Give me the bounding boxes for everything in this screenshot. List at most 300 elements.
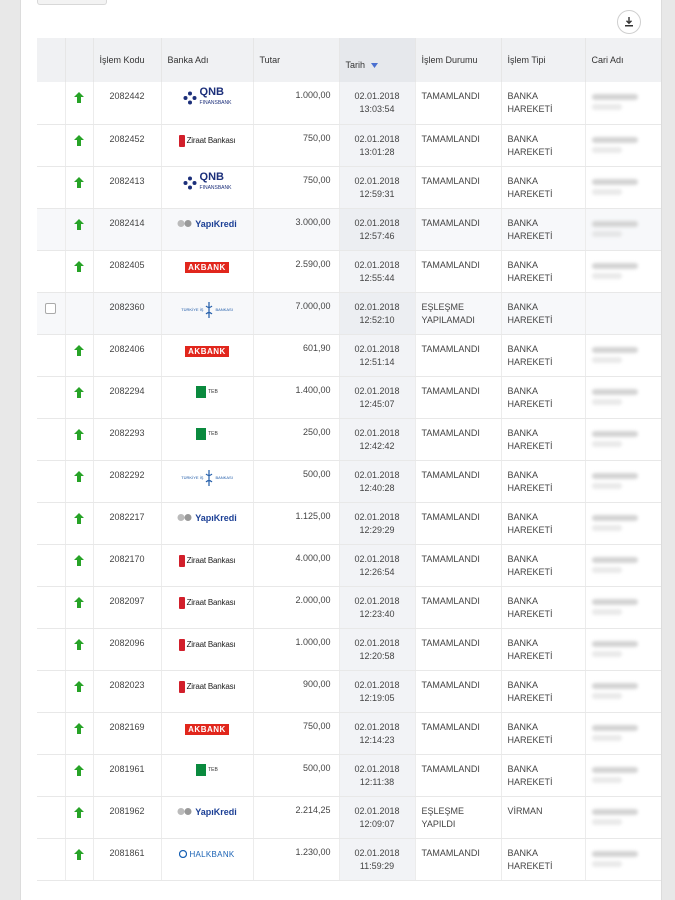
row-icon-cell bbox=[65, 502, 93, 544]
status-line-1: EŞLEŞME bbox=[421, 805, 465, 816]
blurred-cari-name bbox=[592, 137, 638, 143]
type-line-1: BANKA bbox=[507, 553, 539, 564]
tutar-cell: 7.000,00 bbox=[253, 292, 339, 334]
blurred-cari-name bbox=[592, 725, 638, 731]
blurred-cari-name bbox=[592, 515, 638, 521]
row-icon-cell bbox=[65, 754, 93, 796]
tutar-cell: 250,00 bbox=[253, 418, 339, 460]
cari-adi-cell bbox=[585, 376, 661, 418]
cari-adi-cell bbox=[585, 796, 661, 838]
banka-adi-cell bbox=[161, 166, 253, 208]
tarih-date: 02.01.2018 bbox=[354, 595, 400, 606]
tarih-time: 13:03:54 bbox=[359, 104, 395, 114]
tarih-time: 12:52:10 bbox=[359, 314, 395, 325]
header-islem-durumu[interactable]: İşlem Durumu bbox=[415, 38, 501, 82]
blurred-cari-name bbox=[592, 851, 638, 857]
cari-adi-cell bbox=[585, 586, 661, 628]
blurred-cari-name-2 bbox=[592, 777, 622, 783]
tarih-date: 02.01.2018 bbox=[354, 763, 400, 774]
tarih-cell bbox=[339, 292, 415, 334]
akbank-logo: AKBANK bbox=[185, 724, 229, 735]
islem-tipi-cell bbox=[501, 586, 585, 628]
blurred-cari-name-2 bbox=[592, 567, 622, 573]
islem-durumu-cell bbox=[415, 208, 501, 250]
type-line-2: HAREKETİ bbox=[507, 230, 553, 241]
akbank-logo: AKBANK bbox=[185, 262, 229, 273]
blurred-cari-name bbox=[592, 221, 638, 227]
table-row[interactable] bbox=[37, 670, 661, 712]
header-islem-kodu[interactable]: İşlem Kodu bbox=[93, 38, 161, 82]
row-icon-cell bbox=[65, 586, 93, 628]
islem-tipi-cell bbox=[501, 460, 585, 502]
qnb-logo: QNB FINANSBANK bbox=[183, 88, 232, 108]
row-icon-cell bbox=[65, 166, 93, 208]
islem-durumu-cell bbox=[415, 838, 501, 880]
type-line-2: HAREKETİ bbox=[507, 314, 553, 325]
islem-kodu-link[interactable]: 2082405 bbox=[93, 250, 161, 292]
green-up-arrow-icon bbox=[74, 387, 84, 398]
green-up-arrow-icon bbox=[74, 345, 84, 356]
tarih-date: 02.01.2018 bbox=[354, 301, 400, 312]
tarih-time: 12:26:54 bbox=[359, 566, 395, 577]
cari-adi-cell bbox=[585, 82, 661, 124]
status-line-1: TAMAMLANDI bbox=[421, 217, 480, 228]
islem-kodu-link[interactable]: 2082294 bbox=[93, 376, 161, 418]
isbank-logo: TÜRKİYE İŞ BANKASI bbox=[181, 302, 233, 318]
tarih-time: 12:45:07 bbox=[359, 398, 395, 409]
row-icon-cell bbox=[65, 124, 93, 166]
tarih-date: 02.01.2018 bbox=[354, 679, 400, 690]
cari-adi-cell bbox=[585, 250, 661, 292]
tarih-cell bbox=[339, 628, 415, 670]
table-row[interactable] bbox=[37, 712, 661, 754]
type-line-1: BANKA bbox=[507, 721, 539, 732]
islem-kodu-link[interactable]: 2082292 bbox=[93, 460, 161, 502]
tarih-cell bbox=[339, 712, 415, 754]
islem-durumu-cell bbox=[415, 376, 501, 418]
yapikredi-logo: YapıKredi bbox=[177, 513, 237, 523]
table-row[interactable] bbox=[37, 754, 661, 796]
green-up-arrow-icon bbox=[74, 723, 84, 734]
type-line-2: HAREKETİ bbox=[507, 524, 553, 535]
cari-adi-cell bbox=[585, 712, 661, 754]
green-up-arrow-icon bbox=[74, 681, 84, 692]
islem-kodu-link[interactable]: 2082413 bbox=[93, 166, 161, 208]
table-row[interactable] bbox=[37, 82, 661, 124]
type-line-2: HAREKETİ bbox=[507, 440, 553, 451]
tutar-cell: 1.230,00 bbox=[253, 838, 339, 880]
tarih-date: 02.01.2018 bbox=[354, 259, 400, 270]
tarih-date: 02.01.2018 bbox=[354, 91, 400, 101]
tutar-cell: 1.400,00 bbox=[253, 376, 339, 418]
table-row[interactable] bbox=[37, 124, 661, 166]
tarih-cell bbox=[339, 82, 415, 124]
row-icon-cell bbox=[65, 628, 93, 670]
row-icon-cell bbox=[65, 670, 93, 712]
status-line-1: TAMAMLANDI bbox=[421, 763, 480, 774]
blurred-cari-name-2 bbox=[592, 609, 622, 615]
ziraat-logo: Ziraat Bankası bbox=[179, 597, 236, 609]
islem-tipi-cell bbox=[501, 628, 585, 670]
green-up-arrow-icon bbox=[74, 849, 84, 860]
type-line-1: BANKA bbox=[507, 595, 539, 606]
tarih-date: 02.01.2018 bbox=[354, 847, 400, 858]
green-up-arrow-icon bbox=[74, 555, 84, 566]
teb-logo: TEB bbox=[196, 386, 218, 398]
type-line-1: BANKA bbox=[507, 427, 539, 438]
blurred-cari-name bbox=[592, 347, 638, 353]
islem-kodu-link[interactable]: 2082442 bbox=[93, 82, 161, 124]
tarih-cell bbox=[339, 838, 415, 880]
blurred-cari-name-2 bbox=[592, 357, 622, 363]
ziraat-logo: Ziraat Bankası bbox=[179, 639, 236, 651]
table-row[interactable] bbox=[37, 586, 661, 628]
banka-adi-cell bbox=[161, 670, 253, 712]
islem-kodu-link[interactable]: 2082217 bbox=[93, 502, 161, 544]
islem-kodu-link[interactable]: 2082414 bbox=[93, 208, 161, 250]
table-row[interactable] bbox=[37, 796, 661, 838]
type-line-2: HAREKETİ bbox=[507, 188, 553, 199]
islem-kodu-link[interactable]: 2082360 bbox=[93, 292, 161, 334]
top-tab[interactable] bbox=[37, 0, 107, 5]
islem-durumu-cell bbox=[415, 250, 501, 292]
type-line-1: BANKA bbox=[507, 175, 539, 186]
status-line-1: TAMAMLANDI bbox=[421, 847, 480, 858]
islem-kodu-link[interactable]: 2082096 bbox=[93, 628, 161, 670]
status-line-1: TAMAMLANDI bbox=[421, 679, 480, 690]
type-line-1: BANKA bbox=[507, 385, 539, 396]
ziraat-logo: Ziraat Bankası bbox=[179, 555, 236, 567]
tarih-cell bbox=[339, 796, 415, 838]
green-up-arrow-icon bbox=[74, 765, 84, 776]
header-banka-adi[interactable]: Banka Adı bbox=[161, 38, 253, 82]
status-line-2: YAPILDI bbox=[421, 818, 456, 829]
tarih-cell bbox=[339, 460, 415, 502]
blurred-cari-name-2 bbox=[592, 189, 622, 195]
islem-kodu-link[interactable]: 2082023 bbox=[93, 670, 161, 712]
table-row[interactable] bbox=[37, 544, 661, 586]
banka-adi-cell bbox=[161, 796, 253, 838]
tarih-cell bbox=[339, 334, 415, 376]
teb-logo: TEB bbox=[196, 764, 218, 776]
tutar-cell: 1.000,00 bbox=[253, 628, 339, 670]
green-up-arrow-icon bbox=[74, 471, 84, 482]
row-icon-cell bbox=[65, 460, 93, 502]
cari-adi-cell bbox=[585, 838, 661, 880]
tutar-cell: 500,00 bbox=[253, 460, 339, 502]
status-line-1: TAMAMLANDI bbox=[421, 637, 480, 648]
tarih-time: 12:59:31 bbox=[359, 188, 395, 199]
islem-durumu-cell bbox=[415, 712, 501, 754]
islem-durumu-cell bbox=[415, 586, 501, 628]
tarih-time: 12:11:38 bbox=[359, 776, 395, 787]
type-line-2: HAREKETİ bbox=[507, 734, 553, 745]
row-icon-cell bbox=[65, 334, 93, 376]
row-checkbox[interactable] bbox=[45, 303, 56, 314]
blurred-cari-name bbox=[592, 599, 638, 605]
blurred-cari-name bbox=[592, 431, 638, 437]
status-line-2: YAPILAMADI bbox=[421, 314, 475, 325]
islem-tipi-cell bbox=[501, 754, 585, 796]
tarih-date: 02.01.2018 bbox=[354, 217, 400, 228]
green-up-arrow-icon bbox=[74, 135, 84, 146]
qnb-logo: QNB FINANSBANK bbox=[183, 173, 232, 193]
islem-kodu-link[interactable]: 2082293 bbox=[93, 418, 161, 460]
blurred-cari-name-2 bbox=[592, 525, 622, 531]
type-line-2: HAREKETİ bbox=[507, 860, 553, 871]
row-select-cell bbox=[37, 670, 65, 712]
tarih-date: 02.01.2018 bbox=[354, 343, 400, 354]
islem-kodu-link[interactable]: 2081962 bbox=[93, 796, 161, 838]
header-tarih[interactable] bbox=[339, 38, 415, 82]
banka-adi-cell bbox=[161, 376, 253, 418]
green-up-arrow-icon bbox=[74, 219, 84, 230]
islem-kodu-link[interactable]: 2082169 bbox=[93, 712, 161, 754]
status-line-1: TAMAMLANDI bbox=[421, 469, 480, 480]
islem-tipi-cell bbox=[501, 418, 585, 460]
halkbank-logo: HALKBANK bbox=[179, 850, 234, 859]
cari-adi-cell bbox=[585, 460, 661, 502]
row-select-cell bbox=[37, 418, 65, 460]
type-line-2: HAREKETİ bbox=[507, 146, 553, 157]
islem-tipi-cell bbox=[501, 292, 585, 334]
type-line-2: HAREKETİ bbox=[507, 692, 553, 703]
type-line-2: HAREKETİ bbox=[507, 398, 553, 409]
header-cari-adi[interactable]: Cari Adı bbox=[585, 38, 661, 82]
type-line-1: BANKA bbox=[507, 133, 539, 144]
akbank-logo: AKBANK bbox=[185, 346, 229, 357]
status-line-1: TAMAMLANDI bbox=[421, 595, 480, 606]
tarih-cell bbox=[339, 670, 415, 712]
header-islem-tipi[interactable]: İşlem Tipi bbox=[501, 38, 585, 82]
banka-adi-cell bbox=[161, 334, 253, 376]
tarih-date: 02.01.2018 bbox=[354, 175, 400, 186]
table-row[interactable] bbox=[37, 460, 661, 502]
type-line-1: BANKA bbox=[507, 91, 539, 101]
blurred-cari-name-2 bbox=[592, 861, 622, 867]
islem-kodu-link[interactable]: 2082170 bbox=[93, 544, 161, 586]
row-select-cell bbox=[37, 712, 65, 754]
tarih-cell bbox=[339, 208, 415, 250]
type-line-2: HAREKETİ bbox=[507, 566, 553, 577]
tarih-time: 12:29:29 bbox=[359, 524, 395, 535]
table-row[interactable] bbox=[37, 418, 661, 460]
tutar-cell: 2.590,00 bbox=[253, 250, 339, 292]
tarih-time: 12:14:23 bbox=[359, 734, 395, 745]
type-line-1: BANKA bbox=[507, 217, 539, 228]
green-up-arrow-icon bbox=[74, 639, 84, 650]
banka-adi-cell bbox=[161, 292, 253, 334]
type-line-1: BANKA bbox=[507, 763, 539, 774]
islem-tipi-cell bbox=[501, 838, 585, 880]
tutar-cell: 500,00 bbox=[253, 754, 339, 796]
tarih-date: 02.01.2018 bbox=[354, 511, 400, 522]
table-row[interactable] bbox=[37, 334, 661, 376]
islem-durumu-cell bbox=[415, 628, 501, 670]
content-panel bbox=[20, 0, 662, 900]
islem-durumu-cell bbox=[415, 796, 501, 838]
table-row[interactable] bbox=[37, 166, 661, 208]
banka-adi-cell bbox=[161, 712, 253, 754]
tutar-cell: 3.000,00 bbox=[253, 208, 339, 250]
row-icon-cell bbox=[65, 376, 93, 418]
status-line-1: EŞLEŞME bbox=[421, 301, 465, 312]
tarih-date: 02.01.2018 bbox=[354, 427, 400, 438]
blurred-cari-name-2 bbox=[592, 441, 622, 447]
islem-tipi-cell bbox=[501, 124, 585, 166]
cari-adi-cell bbox=[585, 628, 661, 670]
tarih-time: 12:42:42 bbox=[359, 440, 395, 451]
islem-durumu-cell bbox=[415, 502, 501, 544]
banka-adi-cell bbox=[161, 544, 253, 586]
islem-tipi-cell bbox=[501, 712, 585, 754]
tutar-cell: 2.214,25 bbox=[253, 796, 339, 838]
status-line-1: TAMAMLANDI bbox=[421, 343, 480, 354]
row-icon-cell bbox=[65, 712, 93, 754]
type-line-2: HAREKETİ bbox=[507, 356, 553, 367]
cari-adi-cell bbox=[585, 166, 661, 208]
blurred-cari-name bbox=[592, 473, 638, 479]
tarih-time: 13:01:28 bbox=[359, 146, 395, 157]
blurred-cari-name bbox=[592, 263, 638, 269]
tarih-date: 02.01.2018 bbox=[354, 637, 400, 648]
tarih-time: 12:57:46 bbox=[359, 230, 395, 241]
row-icon-cell bbox=[65, 838, 93, 880]
blurred-cari-name-2 bbox=[592, 104, 622, 110]
type-line-2: HAREKETİ bbox=[507, 272, 553, 283]
islem-kodu-link[interactable]: 2081961 bbox=[93, 754, 161, 796]
blurred-cari-name-2 bbox=[592, 693, 622, 699]
download-icon bbox=[623, 16, 635, 28]
green-up-arrow-icon bbox=[74, 177, 84, 188]
islem-tipi-cell bbox=[501, 82, 585, 124]
blurred-cari-name bbox=[592, 557, 638, 563]
islem-durumu-cell bbox=[415, 166, 501, 208]
tarih-time: 12:55:44 bbox=[359, 272, 395, 283]
tarih-cell bbox=[339, 250, 415, 292]
islem-tipi-cell bbox=[501, 796, 585, 838]
row-select-cell[interactable] bbox=[37, 292, 65, 334]
tutar-cell: 750,00 bbox=[253, 124, 339, 166]
row-select-cell bbox=[37, 208, 65, 250]
type-line-1: BANKA bbox=[507, 259, 539, 270]
tutar-cell: 750,00 bbox=[253, 712, 339, 754]
islem-tipi-cell bbox=[501, 502, 585, 544]
cari-adi-cell bbox=[585, 544, 661, 586]
islem-durumu-cell bbox=[415, 418, 501, 460]
islem-kodu-link[interactable]: 2081861 bbox=[93, 838, 161, 880]
isbank-logo: TÜRKİYE İŞ BANKASI bbox=[181, 470, 233, 486]
banka-adi-cell bbox=[161, 124, 253, 166]
tarih-cell bbox=[339, 586, 415, 628]
cari-adi-cell bbox=[585, 502, 661, 544]
tarih-time: 12:40:28 bbox=[359, 482, 395, 493]
row-select-cell bbox=[37, 250, 65, 292]
tarih-date: 02.01.2018 bbox=[354, 385, 400, 396]
row-select-cell bbox=[37, 544, 65, 586]
blurred-cari-name-2 bbox=[592, 399, 622, 405]
status-line-1: TAMAMLANDI bbox=[421, 721, 480, 732]
islem-durumu-cell bbox=[415, 754, 501, 796]
green-up-arrow-icon bbox=[74, 513, 84, 524]
ziraat-logo: Ziraat Bankası bbox=[179, 681, 236, 693]
type-line-2: HAREKETİ bbox=[507, 482, 553, 493]
blurred-cari-name bbox=[592, 389, 638, 395]
teb-logo: TEB bbox=[196, 428, 218, 440]
tarih-date: 02.01.2018 bbox=[354, 469, 400, 480]
tutar-cell: 900,00 bbox=[253, 670, 339, 712]
tarih-date: 02.01.2018 bbox=[354, 721, 400, 732]
row-select-cell bbox=[37, 460, 65, 502]
tutar-cell: 4.000,00 bbox=[253, 544, 339, 586]
islem-kodu-link[interactable]: 2082406 bbox=[93, 334, 161, 376]
blurred-cari-name-2 bbox=[592, 231, 622, 237]
header-tutar[interactable]: Tutar bbox=[253, 38, 339, 82]
header-checkbox-col bbox=[37, 38, 65, 82]
row-select-cell bbox=[37, 124, 65, 166]
blurred-cari-name bbox=[592, 683, 638, 689]
row-select-cell bbox=[37, 796, 65, 838]
row-icon-cell bbox=[65, 544, 93, 586]
cari-adi-cell bbox=[585, 418, 661, 460]
row-icon-cell bbox=[65, 418, 93, 460]
table-row[interactable] bbox=[37, 292, 661, 334]
islem-kodu-link[interactable]: 2082452 bbox=[93, 124, 161, 166]
type-line-2: HAREKETİ bbox=[507, 104, 553, 114]
islem-tipi-cell bbox=[501, 334, 585, 376]
tarih-time: 12:51:14 bbox=[359, 356, 395, 367]
tarih-date: 02.01.2018 bbox=[354, 553, 400, 564]
download-button[interactable] bbox=[617, 10, 641, 34]
table-row[interactable] bbox=[37, 502, 661, 544]
tarih-time: 12:19:05 bbox=[359, 692, 395, 703]
banka-adi-cell bbox=[161, 628, 253, 670]
islem-durumu-cell bbox=[415, 460, 501, 502]
type-line-1: BANKA bbox=[507, 511, 539, 522]
tarih-time: 12:09:07 bbox=[359, 818, 395, 829]
status-line-1: TAMAMLANDI bbox=[421, 175, 480, 186]
banka-adi-cell bbox=[161, 754, 253, 796]
type-line-1: VİRMAN bbox=[507, 805, 543, 816]
table-row[interactable] bbox=[37, 376, 661, 418]
table-row[interactable] bbox=[37, 838, 661, 880]
status-line-1: TAMAMLANDI bbox=[421, 385, 480, 396]
green-up-arrow-icon bbox=[74, 261, 84, 272]
blurred-cari-name-2 bbox=[592, 483, 622, 489]
header-icon-col bbox=[65, 38, 93, 82]
table-row[interactable] bbox=[37, 250, 661, 292]
blurred-cari-name bbox=[592, 809, 638, 815]
type-line-2: HAREKETİ bbox=[507, 650, 553, 661]
yapikredi-logo: YapıKredi bbox=[177, 807, 237, 817]
table-row[interactable] bbox=[37, 628, 661, 670]
row-select-cell bbox=[37, 838, 65, 880]
row-select-cell bbox=[37, 166, 65, 208]
islem-durumu-cell bbox=[415, 82, 501, 124]
blurred-cari-name-2 bbox=[592, 651, 622, 657]
islem-kodu-link[interactable]: 2082097 bbox=[93, 586, 161, 628]
cari-adi-cell bbox=[585, 292, 661, 334]
islem-durumu-cell bbox=[415, 334, 501, 376]
tarih-cell bbox=[339, 544, 415, 586]
green-up-arrow-icon bbox=[74, 92, 84, 103]
type-line-1: BANKA bbox=[507, 343, 539, 354]
status-line-1: TAMAMLANDI bbox=[421, 91, 480, 101]
tutar-cell: 2.000,00 bbox=[253, 586, 339, 628]
banka-adi-cell bbox=[161, 838, 253, 880]
table-row[interactable] bbox=[37, 208, 661, 250]
sort-down-triangle-icon bbox=[371, 63, 378, 69]
